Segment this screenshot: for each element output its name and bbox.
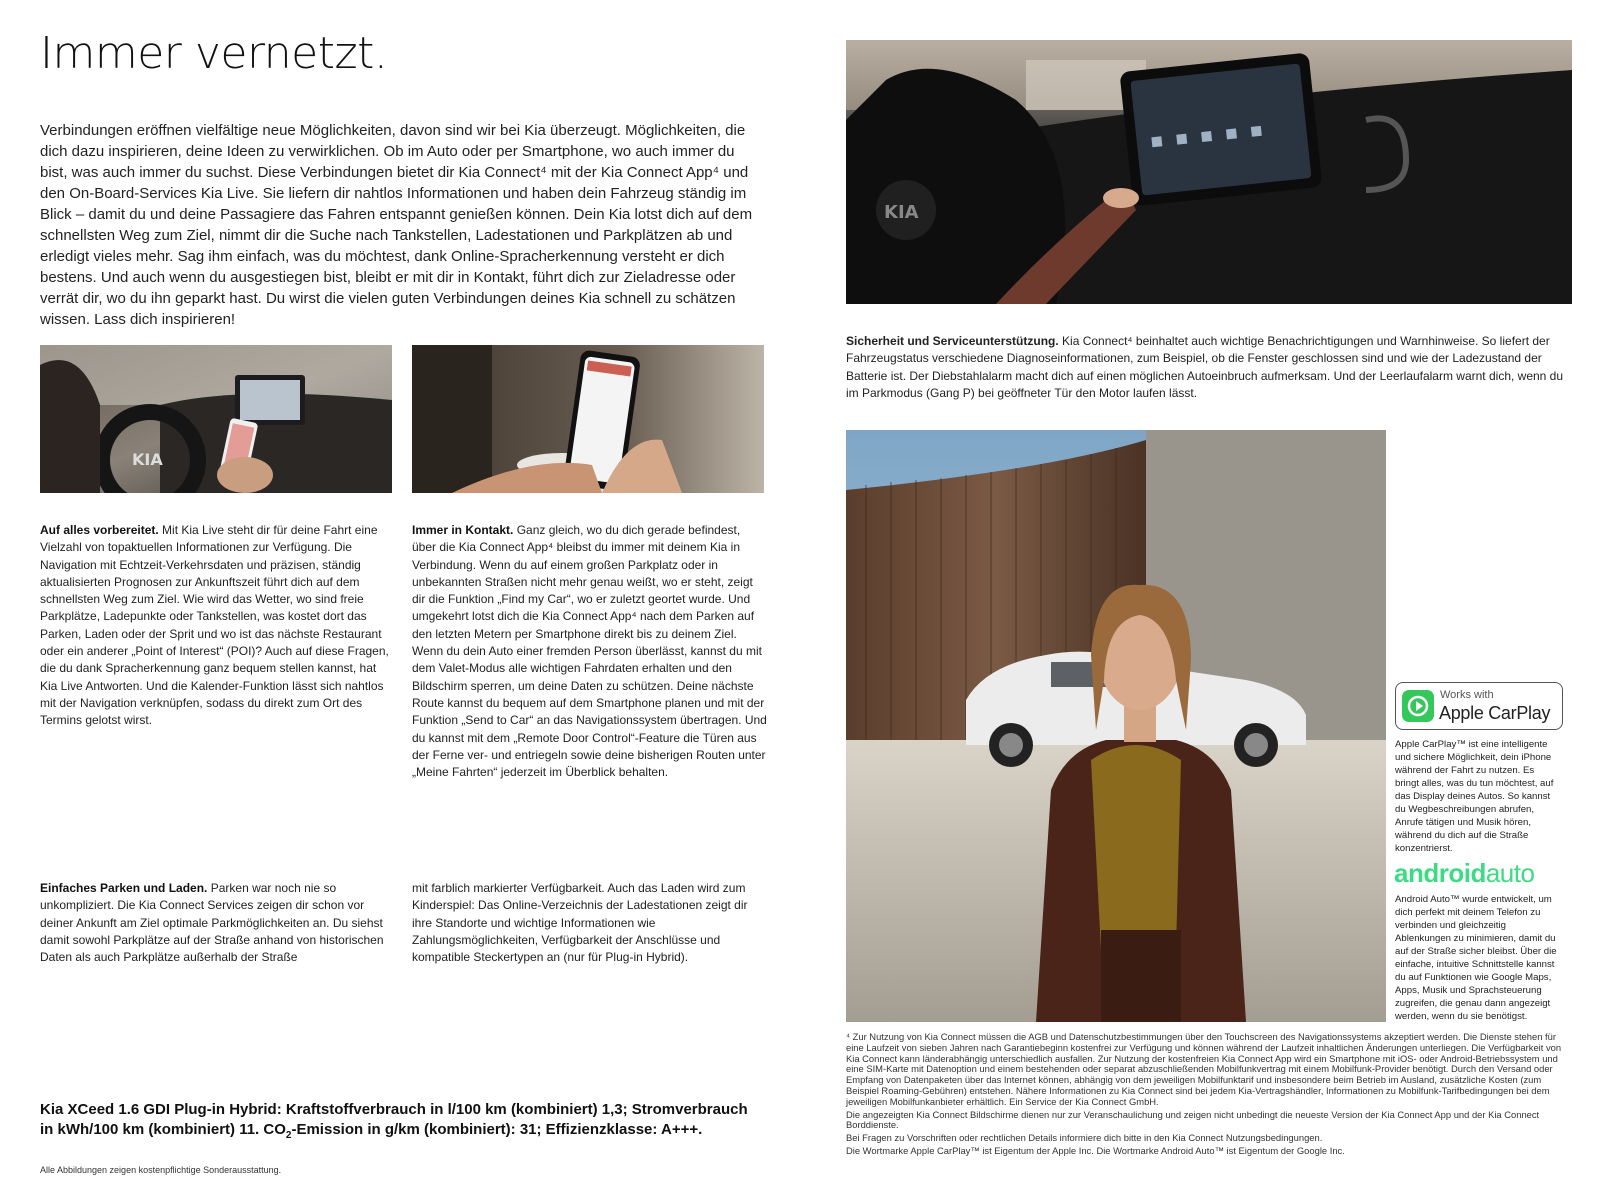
section-parking-right (412, 880, 757, 966)
smartphone-app-photo (412, 345, 764, 493)
section-parking-heading: Einfaches Parken und Laden. (40, 881, 208, 895)
android-auto-logo-a: android (1394, 858, 1486, 888)
footnote-4: Die Wortmarke Apple CarPlay™ ist Eigentum der Apple Inc. Die Wortmarke Android Auto™ ist Eigentum der Google Inc. (846, 1144, 1345, 1156)
android-auto-logo (1394, 858, 1534, 889)
illustration-note: Alle Abbildungen zeigen kostenpflichtige Sonderausstattung. (40, 1165, 282, 1175)
section-prepared-body: Mit Kia Live steht dir für deine Fahrt eine Vielzahl von topaktuellen Informationen zur Verfügung. Die Navigation mit Echtzeit-Verkehrsdaten und präzisen, ständig aktualisierten Prognosen zur Ankunftszeit führt dich auf dem schnellsten Weg zum Ziel. Wie wird das Wetter, wo sind freie Parkplätze, Ladepunkte oder Tankstellen, was kostet dort das Parken, Laden oder der Sprit und wo ist das nächste Restaurant oder ein anderer „Point of Interest“ (POI)? Auch auf diese Fragen, die du dank Spracherkennung ganz bequem stellen kannst, hat Kia Live Antworten. Und die Kalender-Funktion lässt sich nahtlos mit der Navigation verknüpfen, sodass du direkt zum Ort des Termins gelotst wirst. (40, 523, 389, 728)
section-safety-body: Kia Connect⁴ beinhaltet auch wichtige Benachrichtigungen und Warnhinweise. So liefert der Fahrzeugstatus verschiedene Diagnoseinformationen, zum Beispiel, ob die Fenster geschlossen sind und wie der Ladezustand der Batterie ist. Der Diebstahlalarm macht dich auf einen möglichen Autoeinbruch aufmerksam. Und der Leerlaufalarm warnt dich, wenn du im Parkmodus (Gang P) bei geöffneter Tür den Motor laufen lässt. (846, 334, 1564, 400)
section-contact (412, 522, 767, 781)
section-contact-body: Ganz gleich, wo du dich gerade befindest, über die Kia Connect App⁴ bleibst du immer mit deinem Kia in Verbindung. Wenn du auf einem großen Parkplatz oder in unbekannten Straßen nicht mehr genau weißt, wo er steht, zeigt dir die Funktion „Find my Car“, wo er zuletzt geortet wurde. Und umgekehrt lotst dich die Kia Connect App⁴ nach dem Parken auf den letzten Metern per Smartphone direkt bis zu deinem Ziel. Wenn du dein Auto einer fremden Person überlässt, kannst du mit dem Valet-Modus alle wichtigen Fahrdaten erhalten und den Bildschirm sperren, um deine Daten zu schützen. Deine nächste Route kannst du bequem auf dem Smartphone planen und mit der Funktion „Send to Car“ an das Navigationssystem übertragen. Und du kannst mit dem „Remote Door Control“-Feature die Türen aus der Ferne ver- und entriegeln sowie deine bisherigen Routen unter „Meine Fahrten“ jederzeit im Überblick behalten. (412, 523, 767, 780)
carplay-badge-big: Apple CarPlay (1439, 703, 1551, 723)
carplay-icon (1402, 690, 1434, 722)
page-title: Immer vernetzt. (40, 28, 388, 79)
fuel-line-1: Kia XCeed 1.6 GDI Plug-in Hybrid: Kraftstoffverbrauch in l/100 km (kombiniert) 1,3; Stromverbrauch (40, 1101, 748, 1118)
android-auto-logo-b: auto (1485, 858, 1535, 888)
section-parking-body-left: Parken war noch nie so unkompliziert. Die Kia Connect Services zeigen dir schon vor deiner Ankunft am Ziel optimale Parkmöglichkeiten an. Du siehst damit sowohl Parkplätze auf der Straße anhand von historischen Daten als auch Parkplätze außerhalb der Straße (40, 881, 384, 965)
footnotes (846, 1032, 1562, 1157)
section-safety-heading: Sicherheit und Serviceunterstützung. (846, 334, 1059, 348)
section-prepared (40, 522, 395, 730)
footnote-3: Bei Fragen zu Vorschriften oder rechtlichen Details informiere dich bitte in den Kia Connect Nutzungsbedingungen. (846, 1132, 1323, 1144)
car-interior-phone-photo (40, 345, 392, 493)
svg-text:KIA: KIA (132, 450, 163, 469)
woman-with-car-photo (846, 430, 1386, 1022)
svg-text:KIA: KIA (884, 202, 919, 223)
intro-paragraph: Verbindungen eröffnen vielfältige neue Möglichkeiten, davon sind wir bei Kia überzeugt. Möglichkeiten, die dich dazu inspirieren, deine Ideen zu verwirklichen. Ob im Auto oder per Smartphone, wo auch immer du bist, was auch immer du suchst. Diese Verbindungen bietet dir Kia Connect⁴ mit der Kia Connect App⁴ und den On-Board-Services Kia Live. Sie liefern dir nahtlos Informationen und haben dein Fahrzeug ständig im Blick – damit du und deine Passagiere das Fahren entspannt genießen können. Dein Kia lotst dich auf dem schnellsten Weg zum Ziel, nimmt dir die Suche nach Tankstellen, Ladestationen und Parkplätzen ab und erledigt vieles mehr. Sag ihm einfach, was du möchtest, dank Online-Spracherkennung versteht er dich bestens. Und auch wenn du ausgestiegen bist, bleibt er mit dir in Kontakt, führt dich zur Zieladresse oder verrät dir, wo du ihn geparkt hast. Du wirst die vielen guten Verbindungen deines Kia schnell zu schätzen wissen. Lass dich inspirieren! (40, 122, 753, 328)
footnote-2: Die angezeigten Kia Connect Bildschirme dienen nur zur Veranschaulichung und zeigen nicht unbedingt die neueste Version der Kia Connect App und der Kia Connect Borddienste. (846, 1108, 1540, 1131)
fuel-line-2: in kWh/100 km (kombiniert) 11. $CO_2$-Emission in g/km (kombiniert): 31; Effizienzklasse: A+++. (40, 1121, 703, 1141)
carplay-badge (1395, 682, 1563, 730)
section-prepared-heading: Auf alles vorbereitet. (40, 523, 159, 537)
android-auto-text: Android Auto™ wurde entwickelt, um dich perfekt mit deinem Telefon zu verbinden und gleichzeitig Ablenkungen zu minimieren, damit du auf der Straße sicher bleibst. Über die einfache, intuitive Schnittstelle kannst du auf Funktionen wie Google Maps, Apps, Musik und Sprachsteuerung zugreifen, die genau dann angezeigt werden, wenn du sie benötigst. (1395, 894, 1557, 1022)
section-parking-left (40, 880, 392, 966)
carplay-text: Apple CarPlay™ ist eine intelligente und sichere Möglichkeit, dein iPhone während der Fahrt zu nutzen. Es bringt alles, was du tun möchtest, auf das Display deines Autos. So kannst du Wegbeschreibungen abrufen, Anrufe tätigen und Musik hören, während du dich auf die Straße konzentrierst. (1395, 739, 1554, 854)
section-contact-heading: Immer in Kontakt. (412, 523, 514, 537)
fuel-consumption-info (40, 1100, 780, 1146)
section-safety (846, 333, 1572, 402)
dashboard-touchscreen-photo (846, 40, 1572, 304)
footnote-1: ⁴ Zur Nutzung von Kia Connect müssen die AGB und Datenschutzbestimmungen über den Touchscreen des Navigationssystems akzeptiert werden. Die Dienste stehen für eine Laufzeit von sieben Jahren nach Garantiebeginn kostenfrei zur Verfügung und können während der Laufzeit inhaltlichen Änderungen unterliegen. Die Verfügbarkeit von Kia Connect kann länderabhängig unterschiedlich ausfallen. Zur Nutzung der kostenfreien Kia Connect App wird ein Smartphone mit iOS- oder Android-Betriebssystem und eine SIM-Karte mit Datenoption und einem bestehenden oder separat abzuschließenden Mobilfunkvertrag mit einem Mobilfunk-Provider benötigt. Durch den Versand oder Empfang von Datenpaketen über das Internet können, abhängig von dem jeweiligen Mobilfunktarif und insbesondere beim Betrieb im Ausland, zusätzliche Kosten (zum Beispiel Roaming-Gebühren) entstehen. Nähere Informationen zu Kia Connect sind bei jedem Kia-Vertragshändler, Informationen zu Mobilfunk-Tarifbedingungen bei dem jeweiligen Mobilfunkanbieter erhältlich. Ein Service der Kia Connect GmbH. (846, 1031, 1562, 1107)
carplay-badge-small: Works with (1440, 689, 1494, 701)
section-parking-body-right: mit farblich markierter Verfügbarkeit. Auch das Laden wird zum Kinderspiel: Das Online-Verzeichnis der Ladestationen zeigt dir ihre Standorte und wichtige Informationen wie Zahlungsmöglichkeiten, Verfügbarkeit der Anschlüsse und kompatible Steckertypen an (nur für Plug-in Hybrid). (412, 881, 748, 965)
